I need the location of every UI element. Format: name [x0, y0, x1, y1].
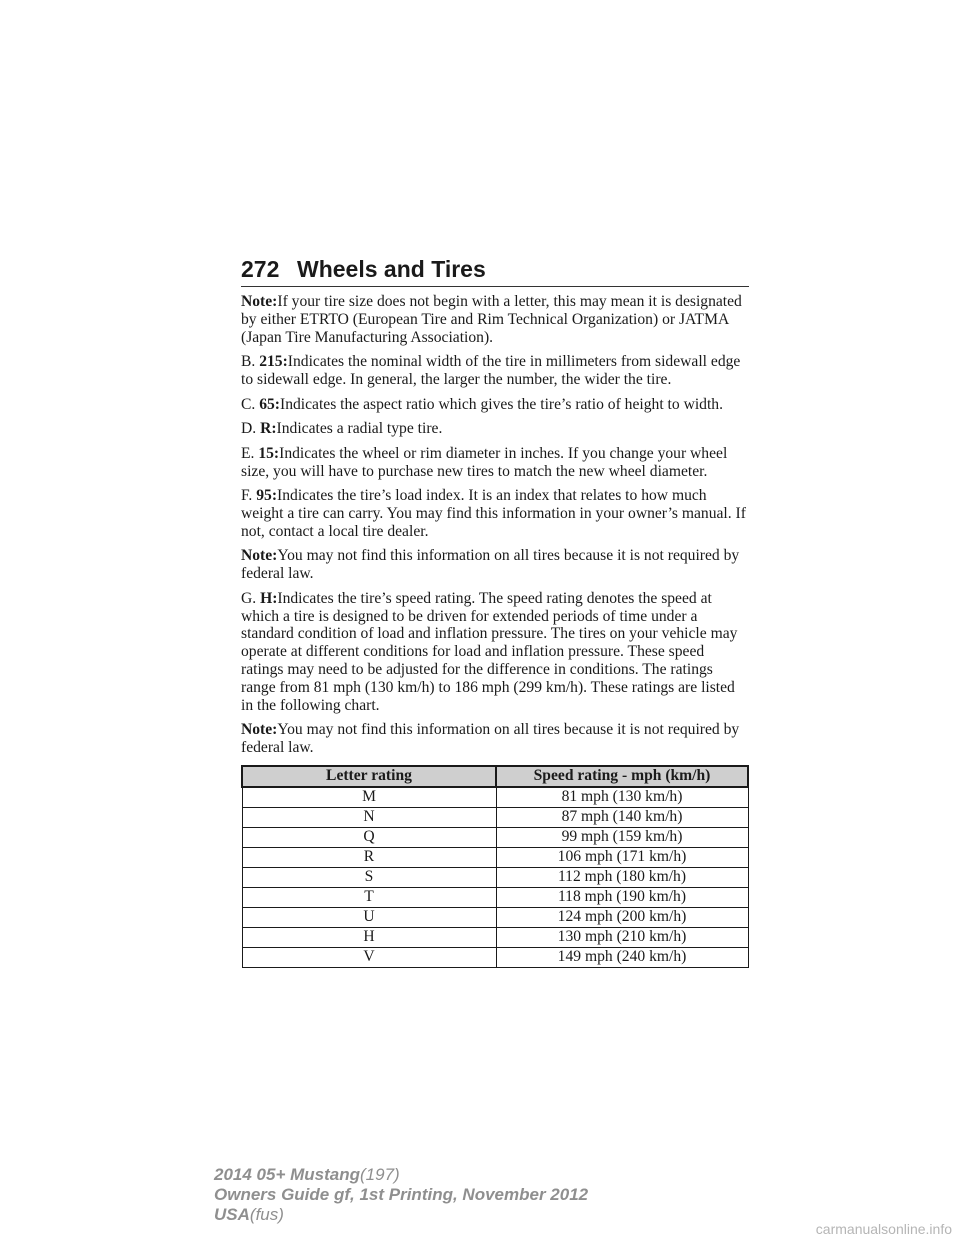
- column-header-speed: Speed rating - mph (km/h): [496, 766, 748, 787]
- paragraph-label: Note:: [241, 293, 278, 310]
- paragraph-rim-diameter: E. 15:Indicates the wheel or rim diameter in inches. If you change your wheel size, you will have to purchase new tires to match the new wheel diameter.: [241, 444, 728, 480]
- speed-cell: 112 mph (180 km/h): [496, 867, 748, 887]
- speed-cell: 130 mph (210 km/h): [496, 927, 748, 947]
- letter-cell: M: [242, 787, 496, 808]
- note-paragraph: Note:You may not find this information on all tires because it is not required by federal law.: [241, 721, 740, 756]
- footer-line-edition: Owners Guide gf, 1st Printing, November 2012: [214, 1185, 589, 1204]
- speed-cell: 81 mph (130 km/h): [496, 787, 748, 808]
- speed-rating-table: [241, 765, 749, 968]
- paragraph-radial: D. R:Indicates a radial type tire.: [241, 420, 443, 438]
- paragraph-load-index: F. 95:Indicates the tire’s load index. It is an index that relates to how much weight a tire can carry. You may find this information in your owner’s manual. If not, contact a local tire dealer.: [241, 487, 746, 540]
- letter-cell: S: [242, 867, 496, 887]
- letter-cell: U: [242, 907, 496, 927]
- note-paragraph: Note:You may not find this information on all tires because it is not required by federal law.: [241, 547, 740, 583]
- letter-cell: N: [242, 807, 496, 827]
- paragraph-label: 95:: [256, 487, 278, 505]
- speed-cell: 99 mph (159 km/h): [496, 827, 748, 847]
- paragraph-label: 215:: [259, 353, 288, 371]
- table-row: [242, 927, 748, 947]
- watermark: carmanualsonline.info: [815, 1221, 952, 1237]
- table-row: [242, 827, 748, 847]
- note-paragraph: Note:If your tire size does not begin with a letter, this may mean it is designated by either ETRTO (European Tire and Rim Technical Organization) or JATMA (Japan Tire Manufacturing Association).: [241, 293, 742, 346]
- column-header-letter: Letter rating: [242, 766, 496, 787]
- speed-cell: 87 mph (140 km/h): [496, 807, 748, 827]
- page-number: 272: [241, 256, 280, 282]
- table-row: [242, 867, 748, 887]
- table-row: [242, 947, 748, 967]
- speed-cell: 149 mph (240 km/h): [496, 947, 748, 967]
- letter-cell: R: [242, 847, 496, 867]
- speed-cell: 118 mph (190 km/h): [496, 887, 748, 907]
- paragraph-label: R:: [260, 420, 277, 438]
- section-title: Wheels and Tires: [297, 256, 486, 282]
- page-header: [241, 256, 749, 287]
- table-row: [242, 787, 748, 808]
- paragraph-label: Note:: [241, 721, 278, 739]
- paragraph-speed-rating: G. H:Indicates the tire’s speed rating. The speed rating denotes the speed at which a tire is designed to be driven for extended periods of time under a standard condition of load and inflation pressure. The tires on your vehicle may operate at different conditions for load and inflation pressure. These speed ratings may need to be adjusted for the difference in conditions. The ratings range from 81 mph (130 km/h) to 186 mph (299 km/h). These ratings are listed in the following chart.: [241, 589, 738, 714]
- footer-line-market: USA(fus): [214, 1205, 284, 1224]
- print-footer: [214, 1165, 588, 1225]
- paragraph-aspect-ratio: C. 65:Indicates the aspect ratio which gives the tire’s ratio of height to width.: [241, 395, 723, 413]
- paragraph-label: H:: [260, 589, 278, 607]
- paragraph-label: Note:: [241, 547, 278, 565]
- table-row: [242, 887, 748, 907]
- table-row: [242, 807, 748, 827]
- paragraph-label: 15:: [258, 444, 280, 462]
- table-header-row: [242, 766, 748, 787]
- paragraph-label: 65:: [259, 395, 280, 413]
- speed-cell: 106 mph (171 km/h): [496, 847, 748, 867]
- table-row: [242, 907, 748, 927]
- page-content: [241, 293, 749, 968]
- letter-cell: V: [242, 947, 496, 967]
- footer-line-model: 2014 05+ Mustang(197): [214, 1165, 400, 1184]
- letter-cell: T: [242, 887, 496, 907]
- letter-cell: H: [242, 927, 496, 947]
- letter-cell: Q: [242, 827, 496, 847]
- speed-cell: 124 mph (200 km/h): [496, 907, 748, 927]
- table-row: [242, 847, 748, 867]
- paragraph-width: B. 215:Indicates the nominal width of the tire in millimeters from sidewall edge to sidewall edge. In general, the larger the number, the wider the tire.: [241, 353, 741, 388]
